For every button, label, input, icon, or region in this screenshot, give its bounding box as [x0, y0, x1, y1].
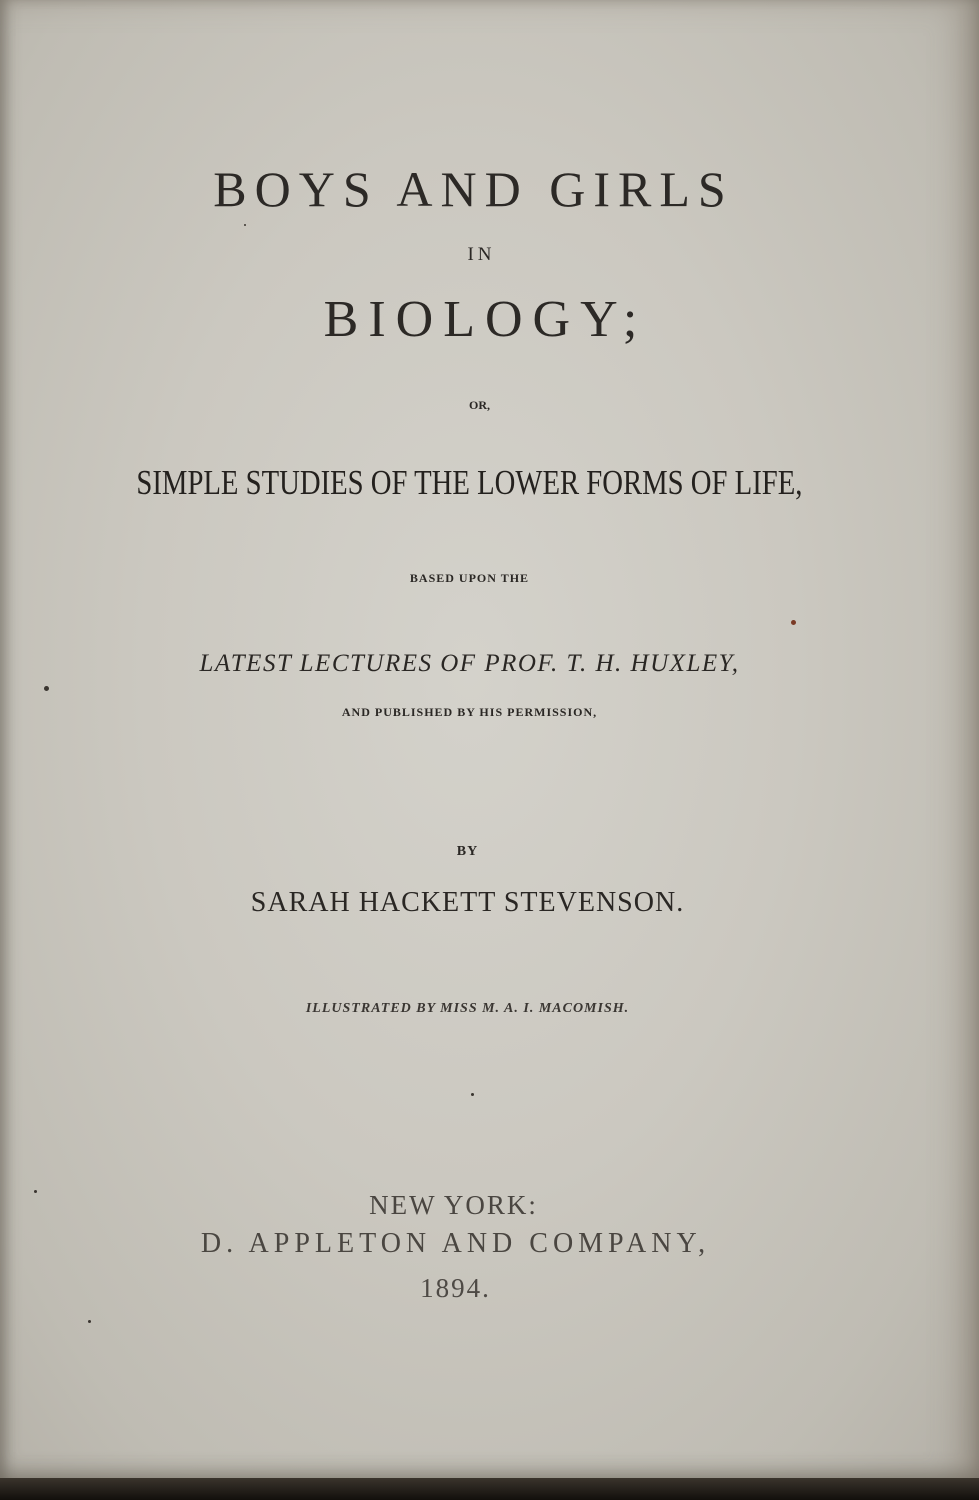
- title-connector: IN: [467, 244, 496, 265]
- paper-speck: [244, 224, 246, 226]
- imprint-publisher: D. APPLETON AND COMPANY,: [200, 1228, 711, 1259]
- by-connector: BY: [456, 844, 479, 859]
- based-upon-text: BASED UPON THE: [409, 571, 530, 585]
- paper-speck: [88, 1320, 91, 1323]
- book-title-line-2: BIOLOGY;: [323, 291, 648, 348]
- lectures-line: LATEST LECTURES OF PROF. T. H. HUXLEY,: [199, 650, 740, 677]
- permission-line: AND PUBLISHED BY HIS PERMISSION,: [341, 705, 598, 719]
- paper-speck: [44, 686, 49, 691]
- illustrator-credit: ILLUSTRATED BY MISS M. A. I. MACOMISH.: [305, 1001, 630, 1016]
- book-subtitle: SIMPLE STUDIES OF THE LOWER FORMS OF LIFE,: [136, 463, 803, 502]
- paper-speck: [34, 1190, 37, 1193]
- book-title-line-1: BOYS AND GIRLS: [213, 161, 734, 217]
- or-connector: OR,: [469, 398, 490, 412]
- imprint-year: 1894.: [420, 1273, 491, 1303]
- paper-speck: [791, 620, 796, 625]
- author-name: SARAH HACKETT STEVENSON.: [250, 887, 685, 918]
- imprint-city: NEW YORK:: [369, 1190, 538, 1220]
- book-bottom-edge: [0, 1478, 979, 1500]
- paper-speck: [471, 1093, 474, 1096]
